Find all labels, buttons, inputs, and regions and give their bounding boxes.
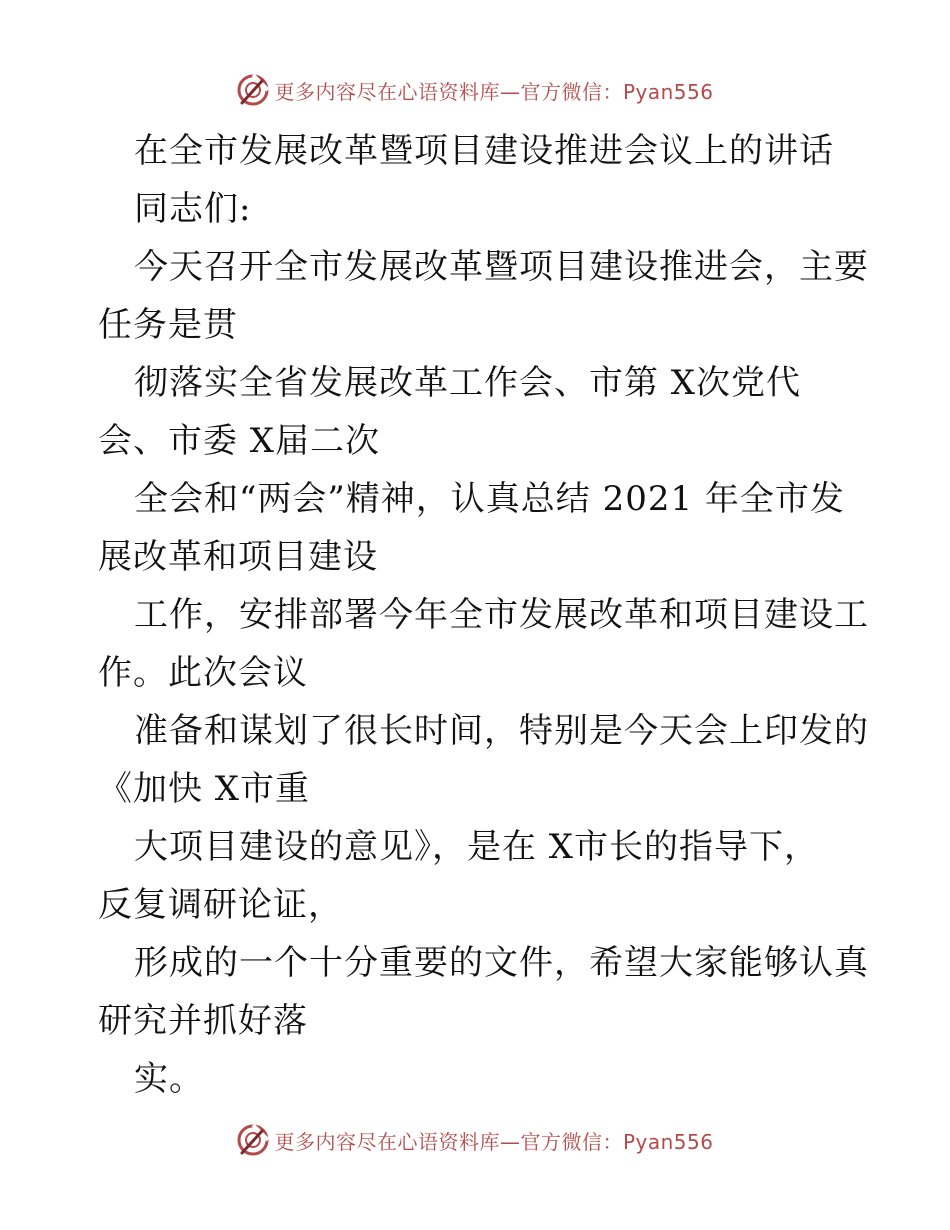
logo-icon — [236, 1123, 270, 1157]
logo-icon — [236, 73, 270, 107]
text-line: 《加快 X市重 — [98, 769, 311, 809]
text-line: 大项目建设的意见》，是在 X市长的指导下， — [134, 827, 820, 867]
document-title: 在全市发展改革暨项目建设推进会议上的讲话 — [134, 131, 834, 171]
text-line: 研究并抓好落 — [98, 1001, 308, 1041]
text-line: 彻落实全省发展改革工作会、市第 X次党代 — [134, 363, 802, 403]
footer-watermark — [0, 1120, 950, 1160]
text-line: 今天召开全市发展改革暨项目建设推进会，主要 — [134, 247, 869, 287]
text-line: 全会和“两会”精神，认真总结 2021 年全市发 — [134, 479, 845, 519]
text-line: 准备和谋划了很长时间，特别是今天会上印发的 — [134, 711, 869, 751]
document-body — [98, 122, 869, 1108]
text-line: 形成的一个十分重要的文件，希望大家能够认真 — [134, 943, 869, 983]
text-line: 同志们: — [134, 189, 252, 229]
text-line: 展改革和项目建设 — [98, 537, 378, 577]
header-watermark — [0, 70, 950, 110]
text-line: 会、市委 X届二次 — [98, 421, 381, 461]
text-line: 实。 — [134, 1059, 204, 1099]
paragraph-lines — [98, 180, 869, 1108]
text-line: 工作，安排部署今年全市发展改革和项目建设工 — [134, 595, 869, 635]
text-line: 作。此次会议 — [98, 653, 308, 693]
text-line: 任务是贯 — [98, 305, 238, 345]
text-line: 反复调研论证， — [98, 885, 343, 925]
watermark-text: 更多内容尽在心语资料库—官方微信：Pyan556 — [274, 79, 714, 104]
watermark-text: 更多内容尽在心语资料库—官方微信：Pyan556 — [274, 1129, 714, 1154]
